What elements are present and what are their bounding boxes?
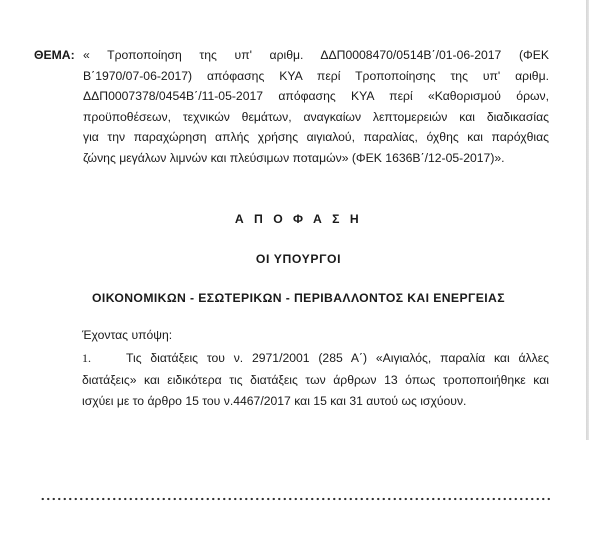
considering-label: Έχοντας υπόψη: [82,328,173,342]
ministries-heading: ΟΙΚΟΝΟΜΙΚΩΝ - ΕΣΩΤΕΡΙΚΩΝ - ΠΕΡΙΒΑΛΛΟΝΤΟΣ ΚΑΙ ΕΝΕΡΓΕΙΑΣ [92,291,505,305]
ministers-heading: ΟΙ ΥΠΟΥΡΓΟΙ [255,252,342,266]
subject-line: προϋποθέσεων, τεχνικών θεμάτων, αναγκαίων λεπτομερειών και διαδικασίας [83,109,549,124]
subject-block [34,45,549,169]
page-edge-line [586,0,589,440]
list-item [82,348,549,413]
decision-heading: Α Π Ο Φ Α Σ Η [234,212,363,226]
subject-line: ζώνης μεγάλων λιμνών και πλεύσιμων ποταμών» (ΦΕΚ 1636Β΄/12-05-2017)». [83,150,505,165]
item-number: 1. [82,351,91,365]
item-line [82,348,549,370]
subject-label: ΘΕΜΑ: [34,48,75,62]
item-line: ισχύει με το άρθρο 15 του ν.4467/2017 και 15 και 31 αυτού ως ισχύουν. [82,394,467,408]
subject-line: για την παραχώρηση απλής χρήσης αιγιαλού, παραλίας, όχθης και παρόχθιας [83,130,549,145]
subject-line: ΔΔΠ0007378/0454Β΄/11-05-2017 απόφασης ΚΥΑ περί «Καθορισμού όρων, [83,89,549,104]
dotted-separator [40,496,550,502]
subject-line: Β΄1970/07-06-2017) απόφασης ΚΥΑ περί Τροποποίησης της υπ' αριθμ. [83,68,549,83]
subject-text [83,45,549,169]
item-line: διατάξεις» και ειδικότερα τις διατάξεις των άρθρων 13 όπως τροποποιήθηκε και [82,372,549,387]
subject-line: « Τροποποίηση της υπ' αριθμ. ΔΔΠ0008470/0514Β΄/01-06-2017 (ΦΕΚ [83,48,549,62]
item-line-text: Τις διατάξεις του ν. 2971/2001 (285 Α΄) «Αιγιαλός, παραλία και άλλες [126,351,549,365]
